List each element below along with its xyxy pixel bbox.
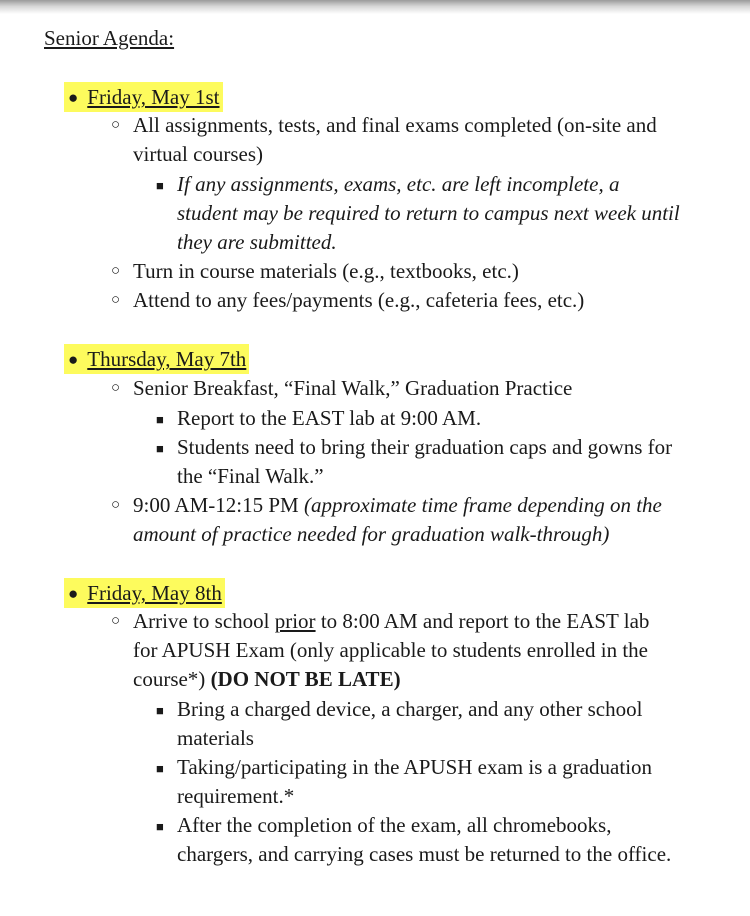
section-date-highlight [64, 578, 225, 608]
list-item-text: Report to the EAST lab at 9:00 AM. [177, 406, 482, 430]
list-item-text: After the completion of the exam, all chromebooks, [177, 813, 612, 837]
list-item-text: Turn in course materials (e.g., textbooks, etc.) [133, 259, 519, 283]
bullet-hollow-icon: ○ [111, 380, 121, 396]
page-title: Senior Agenda: [44, 26, 175, 50]
time-range: 9:00 AM-12:15 PM [133, 493, 299, 517]
list-item-text: Attend to any fees/payments (e.g., cafeteria fees, etc.) [133, 288, 585, 312]
section-date-highlight [64, 344, 249, 374]
bullet-filled-icon: ● [68, 584, 79, 603]
bullet-square-icon: ■ [156, 819, 164, 834]
section-date-highlight [64, 82, 223, 112]
list-item-text: the “Final Walk.” [177, 464, 324, 488]
text-run: course*) [133, 667, 206, 691]
list-item-text [133, 607, 649, 636]
list-item-text: chargers, and carrying cases must be returned to the office. [177, 842, 672, 866]
time-note: amount of practice needed for graduation walk-through) [133, 522, 610, 546]
bullet-square-icon: ■ [156, 761, 164, 776]
warning-text: (DO NOT BE LATE) [210, 667, 401, 691]
text-run: to 8:00 AM and report to the EAST lab [315, 609, 650, 633]
bullet-hollow-icon: ○ [111, 263, 121, 279]
section-date: Friday, May 8th [87, 581, 222, 605]
bullet-square-icon: ■ [156, 441, 164, 456]
list-item-text: materials [177, 726, 254, 750]
bullet-hollow-icon: ○ [111, 613, 121, 629]
bullet-hollow-icon: ○ [111, 497, 121, 513]
text-run: Arrive to school [133, 609, 275, 633]
top-shadow [0, 0, 750, 14]
list-item-text: Taking/participating in the APUSH exam is a graduation [177, 755, 653, 779]
list-item-text: Students need to bring their graduation caps and gowns for [177, 435, 673, 459]
list-item-text: for APUSH Exam (only applicable to students enrolled in the [133, 638, 648, 662]
bullet-hollow-icon: ○ [111, 292, 121, 308]
list-item-text: requirement.* [177, 784, 295, 808]
bullet-filled-icon: ● [68, 350, 79, 369]
time-note: (approximate time frame depending on the [303, 493, 662, 517]
list-item-text [133, 491, 662, 520]
section-date: Thursday, May 7th [87, 347, 247, 371]
section-date: Friday, May 1st [87, 85, 220, 109]
underlined-word: prior [274, 609, 316, 633]
list-item-text: Bring a charged device, a charger, and any other school [177, 697, 643, 721]
list-item-text [133, 665, 401, 694]
bullet-filled-icon: ● [68, 88, 79, 107]
list-item-note: they are submitted. [177, 230, 337, 254]
bullet-square-icon: ■ [156, 178, 164, 193]
list-item-text: All assignments, tests, and final exams completed (on-site and [133, 113, 657, 137]
bullet-square-icon: ■ [156, 412, 164, 427]
bullet-hollow-icon: ○ [111, 117, 121, 133]
bullet-square-icon: ■ [156, 703, 164, 718]
list-item-text: Senior Breakfast, “Final Walk,” Graduation Practice [133, 376, 573, 400]
list-item-text: virtual courses) [133, 142, 264, 166]
list-item-note: student may be required to return to campus next week until [177, 201, 680, 225]
list-item-note: If any assignments, exams, etc. are left incomplete, a [177, 172, 620, 196]
